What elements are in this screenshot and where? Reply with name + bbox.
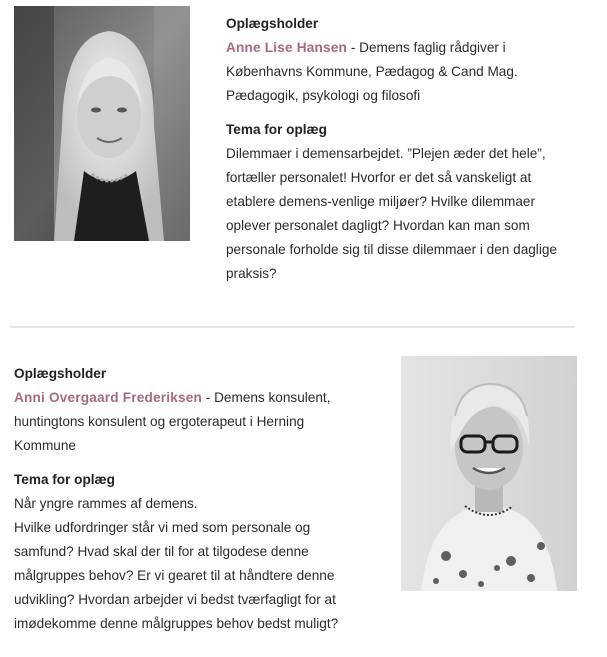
- topic-line: etablere demens-venlige miljøer? Hvilke dilemmaer: [226, 194, 535, 209]
- topic-line: praksis?: [226, 266, 277, 281]
- presenter-desc-line: Københavns Kommune, Pædagog & Cand Mag.: [226, 64, 518, 79]
- topic-line: Når yngre rammes af demens.: [14, 496, 198, 511]
- topic-line: samfund? Hvad skal der til for at tilgodese denne: [14, 544, 309, 559]
- presenter-label: Oplægsholder: [14, 366, 107, 381]
- presenter-desc-line: - Demens konsulent,: [202, 390, 331, 405]
- topic-line: oplever personalet dagligt? Hvordan kan man som: [226, 218, 530, 233]
- presenter-desc-line: - Demens faglig rådgiver i: [347, 40, 506, 55]
- topic-line: imødekomme denne målgruppes behov bedst muligt?: [14, 616, 339, 631]
- speaker-2-photo: [401, 356, 577, 591]
- presenter-name: Anne Lise Hansen: [226, 40, 348, 55]
- presenter-block: [226, 36, 586, 108]
- presenter-desc-line: Kommune: [14, 438, 76, 453]
- topic-text: [226, 142, 586, 286]
- presenter-name: Anni Overgaard Frederiksen: [14, 390, 203, 405]
- portrait-photo-icon: [401, 356, 577, 591]
- presenter-label: Oplægsholder: [226, 16, 319, 31]
- topic-line: målgruppes behov? Er vi gearet til at håndtere denne: [14, 568, 335, 583]
- presenter-desc-line: huntingtons konsulent og ergoterapeut i Herning: [14, 414, 305, 429]
- presenter-block: [14, 386, 386, 458]
- presenter-desc-line: Pædagogik, psykologi og filosofi: [226, 88, 421, 103]
- topic-line: personale forholde sig til disse dilemmaer i den daglige: [226, 242, 557, 257]
- speaker-1-info: [226, 12, 586, 286]
- section-divider: [10, 326, 575, 328]
- topic-line: Dilemmaer i demensarbejdet. ”Plejen æder det hele”,: [226, 146, 546, 161]
- portrait-photo-icon: [14, 6, 190, 241]
- topic-label: Tema for oplæg: [226, 122, 327, 137]
- topic-text: [14, 492, 386, 636]
- topic-line: Hvilke udfordringer står vi med som personale og: [14, 520, 311, 535]
- speaker-2-info: [14, 362, 386, 636]
- topic-line: udvikling? Hvordan arbejder vi bedst tværfagligt for at: [14, 592, 336, 607]
- topic-line: fortæller personalet! Hvorfor er det så vanskeligt at: [226, 170, 532, 185]
- speaker-1-photo: [14, 6, 190, 241]
- topic-label: Tema for oplæg: [14, 472, 115, 487]
